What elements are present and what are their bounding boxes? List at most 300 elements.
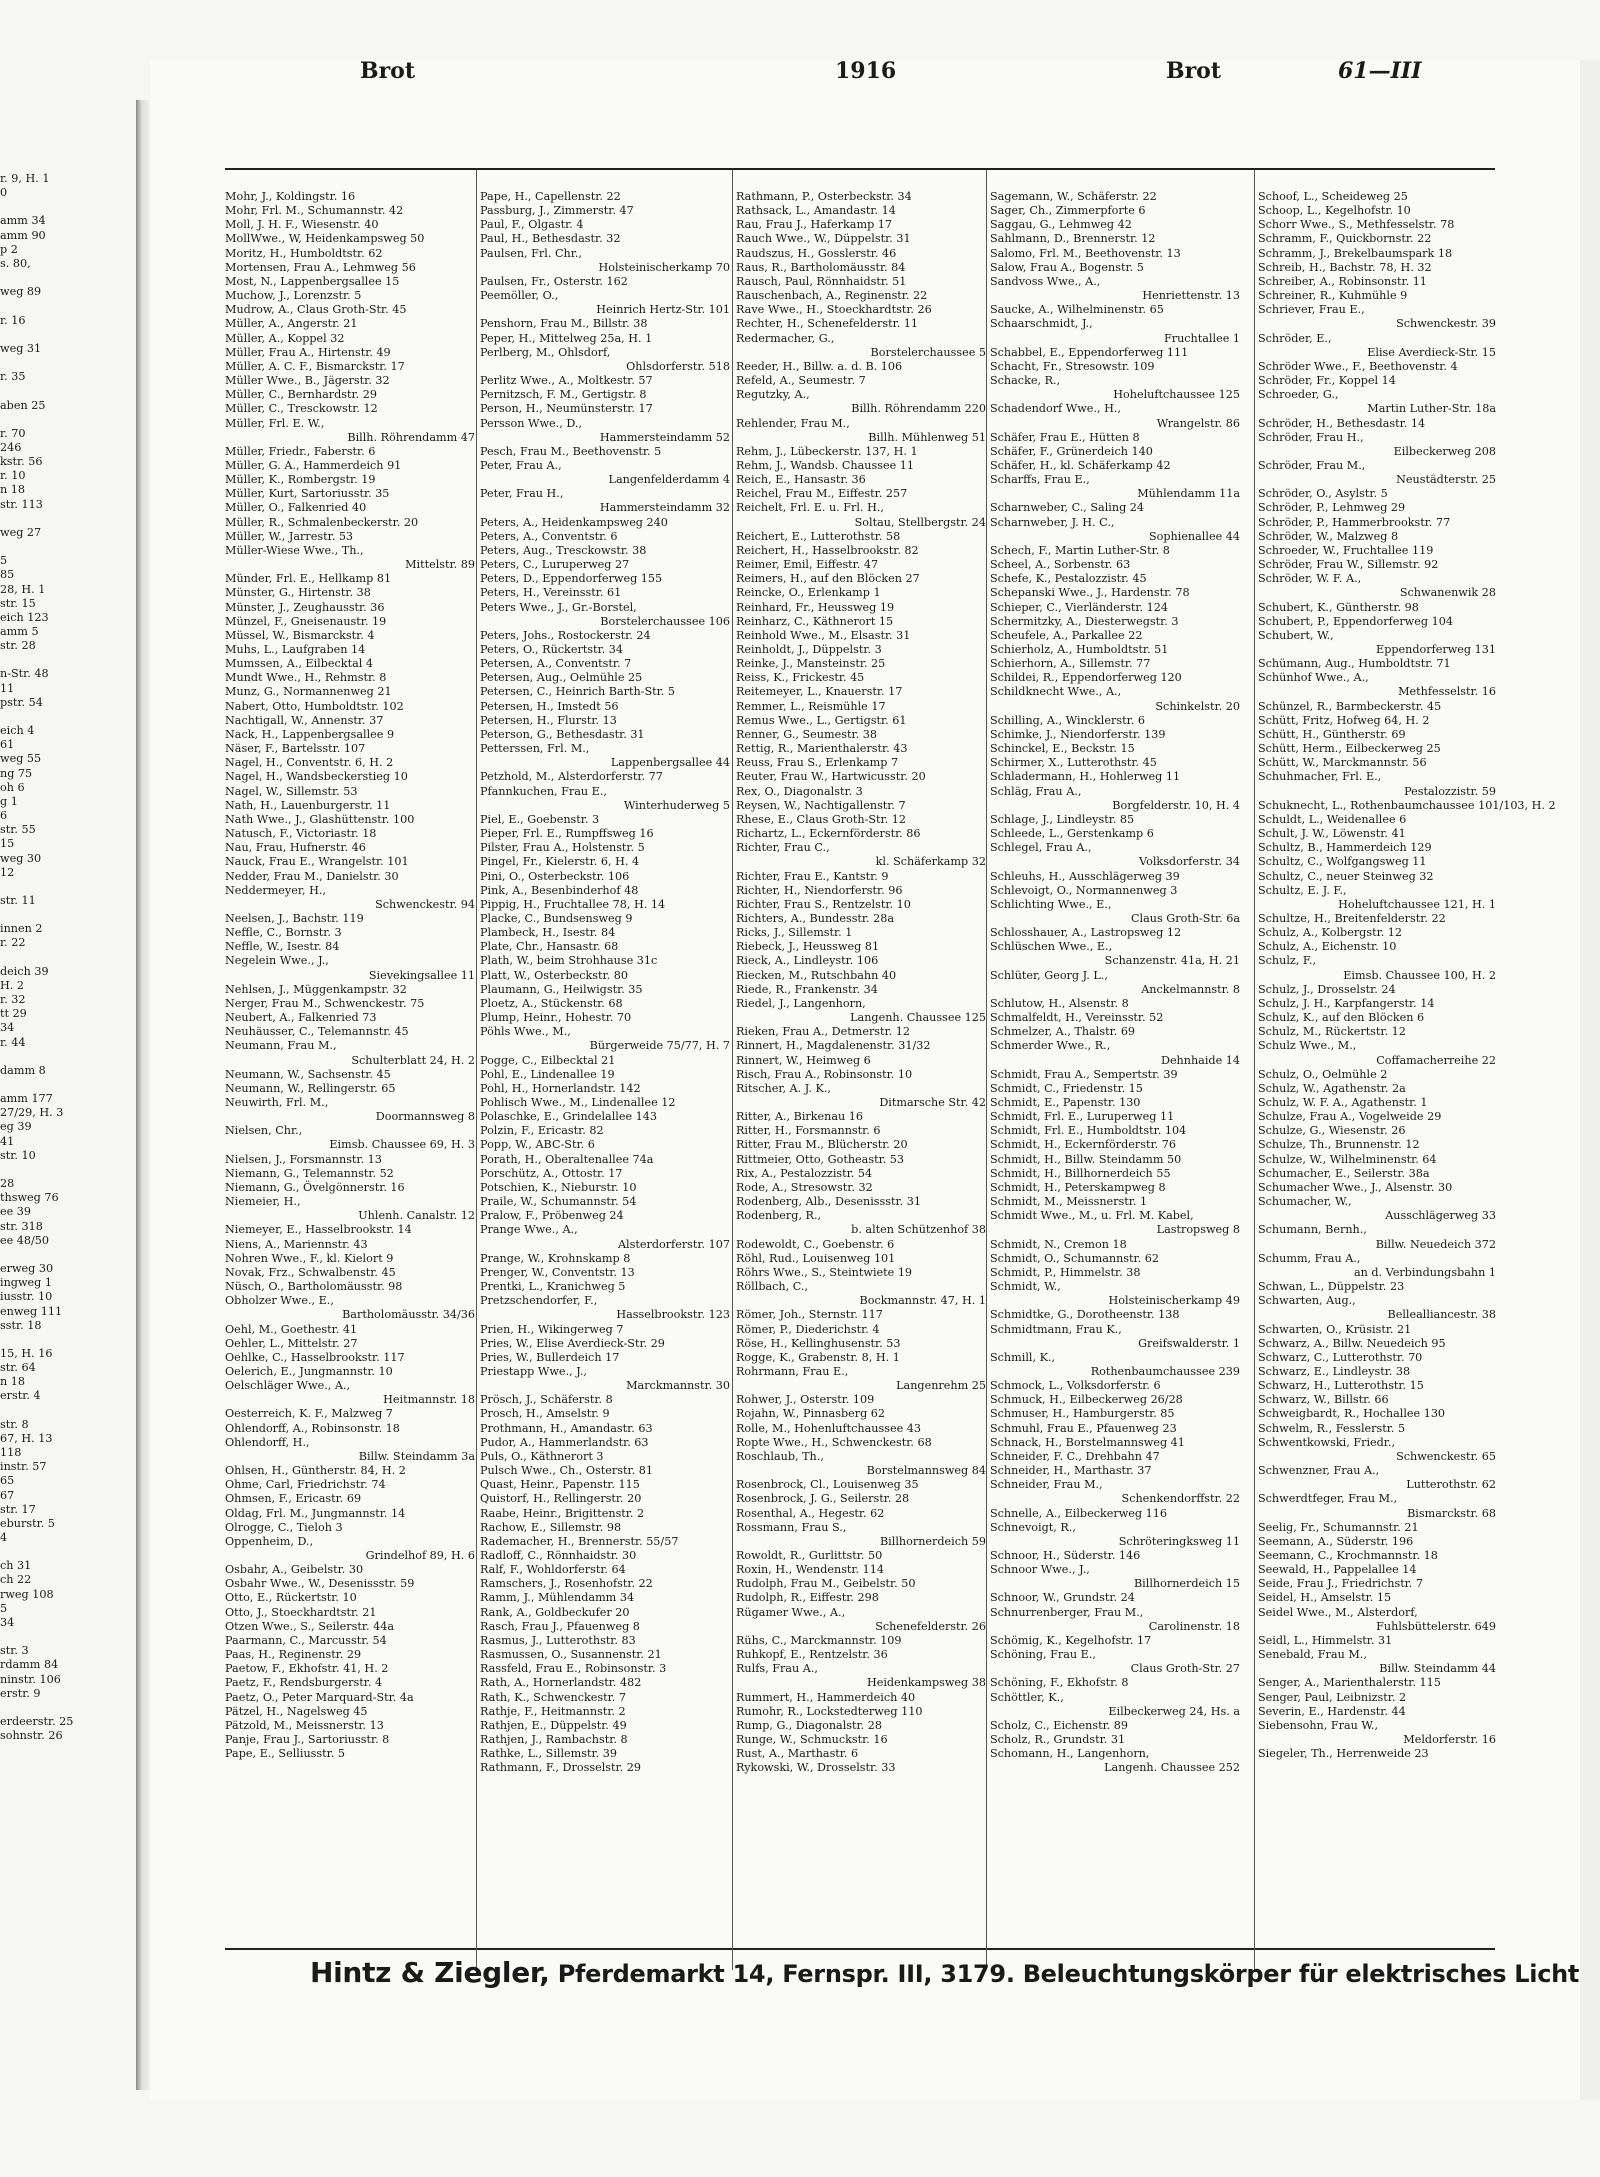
directory-entry: Schmuhl, Frau E., Pfauenweg 23 bbox=[990, 1421, 1177, 1435]
directory-entry: Peters, Johs., Rostockerstr. 24 bbox=[480, 628, 651, 642]
directory-entry: Nath Wwe., J., Glashüttenstr. 100 bbox=[225, 812, 415, 826]
directory-entry: Uhlenh. Canalstr. 12 bbox=[313, 1209, 475, 1223]
directory-entry: Sahlmann, D., Brennerstr. 12 bbox=[990, 232, 1156, 246]
directory-entry: Richter, Frau E., Kantstr. 9 bbox=[736, 869, 889, 883]
directory-entry: Prange, W., Krohnskamp 8 bbox=[480, 1251, 631, 1265]
directory-entry: Reuss, Frau S., Erlenkamp 7 bbox=[736, 756, 899, 770]
directory-entry: Osbahr, A., Geibelstr. 30 bbox=[225, 1563, 364, 1577]
directory-entry: Rumohr, R., Lockstedterweg 110 bbox=[736, 1704, 923, 1718]
directory-entry: Lastropsweg 8 bbox=[1111, 1223, 1240, 1237]
directory-entry: Otto, E., Rückertstr. 10 bbox=[225, 1591, 357, 1605]
directory-entry: Rühs, C., Marckmannstr. 109 bbox=[736, 1633, 902, 1647]
directory-entry: Müller, A., Koppel 32 bbox=[225, 331, 345, 345]
prev-page-fragment bbox=[0, 512, 135, 526]
directory-entry: Müller, A., Angerstr. 21 bbox=[225, 317, 358, 331]
directory-entry: Ruhkopf, E., Rentzelstr. 36 bbox=[736, 1648, 888, 1662]
directory-entry: Nath, H., Lauenburgerstr. 11 bbox=[225, 798, 391, 812]
directory-entry: Pernitzsch, F. M., Gertigstr. 8 bbox=[480, 388, 647, 402]
directory-entry: Schumacher Wwe., J., Alsenstr. 30 bbox=[1258, 1180, 1453, 1194]
directory-entry: Regutzky, A., bbox=[736, 388, 810, 402]
directory-entry: Schultze, H., Breitenfelderstr. 22 bbox=[1258, 911, 1446, 925]
directory-entry: Ritter, Frau M., Blücherstr. 20 bbox=[736, 1138, 908, 1152]
prev-page-fragment: p 2 bbox=[0, 242, 18, 256]
prev-page-fragment bbox=[0, 1333, 135, 1347]
prev-page-fragment: innen 2 bbox=[0, 922, 43, 936]
directory-entry: Schulze, Frau A., Vogelweide 29 bbox=[1258, 1110, 1442, 1124]
prev-page-fragment: sohnstr. 26 bbox=[0, 1729, 63, 1743]
directory-entry: Neumann, Frau M., bbox=[225, 1039, 337, 1053]
directory-entry: Paul, F., Olgastr. 4 bbox=[480, 218, 584, 232]
prev-page-fragment: amm 177 bbox=[0, 1092, 53, 1106]
prev-page-fragment bbox=[0, 1078, 135, 1092]
directory-entry: Röse, H., Kellinghusenstr. 53 bbox=[736, 1336, 901, 1350]
directory-entry: Schulz, O., Oelmühle 2 bbox=[1258, 1067, 1388, 1081]
directory-entry: Praile, W., Schumannstr. 54 bbox=[480, 1195, 637, 1209]
directory-entry: Rex, O., Diagonalstr. 3 bbox=[736, 784, 863, 798]
prev-page-fragment: erstr. 9 bbox=[0, 1686, 41, 1700]
directory-entry: Reimers, H., auf den Blöcken 27 bbox=[736, 572, 920, 586]
directory-entry: Oldag, Frl. M., Jungmannstr. 14 bbox=[225, 1506, 406, 1520]
directory-entry: Siebensohn, Frau W., bbox=[1258, 1718, 1379, 1732]
prev-page-fragment: enweg 111 bbox=[0, 1304, 63, 1318]
directory-entry: Refeld, A., Seumestr. 7 bbox=[736, 374, 866, 388]
directory-entry: Schwarten, Aug., bbox=[1258, 1294, 1356, 1308]
prev-page-fragment bbox=[0, 328, 135, 342]
directory-entry: Obholzer Wwe., E., bbox=[225, 1294, 334, 1308]
prev-page-fragment: 5 bbox=[0, 1601, 8, 1615]
directory-entry: Schlosshauer, A., Lastropsweg 12 bbox=[990, 926, 1182, 940]
prev-page-fragment: 0 bbox=[0, 186, 8, 200]
directory-entry: Rosenthal, A., Hegestr. 62 bbox=[736, 1506, 885, 1520]
directory-entry: Schröder, Frau M., bbox=[1258, 458, 1366, 472]
directory-entry: Schütt, W., Marckmannstr. 56 bbox=[1258, 756, 1427, 770]
directory-entry: Rudolph, Frau M., Geibelstr. 50 bbox=[736, 1577, 916, 1591]
directory-entry: Schläg, Frau A., bbox=[990, 784, 1082, 798]
directory-entry: Schneider, Frau M., bbox=[990, 1478, 1103, 1492]
directory-entry: Oehler, L., Mittelstr. 27 bbox=[225, 1336, 358, 1350]
prev-page-fragment: eich 4 bbox=[0, 724, 35, 738]
directory-entry: Riede, R., Frankenstr. 34 bbox=[736, 982, 878, 996]
directory-entry: Rittmeier, Otto, Gotheastr. 53 bbox=[736, 1152, 905, 1166]
directory-entry: Reeder, H., Billw. a. d. B. 106 bbox=[736, 359, 903, 373]
directory-entry: Anckelmannstr. 8 bbox=[1096, 982, 1240, 996]
prev-page-fragment: 246 bbox=[0, 440, 22, 454]
directory-entry: Schröder, H., Bethesdastr. 14 bbox=[1258, 416, 1426, 430]
directory-entry: Rausch, Paul, Rönnhaidstr. 51 bbox=[736, 274, 907, 288]
directory-entry: Rust, A., Marthastr. 6 bbox=[736, 1747, 859, 1761]
directory-entry: Borstelerchaussee 5 bbox=[825, 345, 986, 359]
directory-entry: Neumann, W., Sachsenstr. 45 bbox=[225, 1067, 391, 1081]
directory-entry: Polzin, F., Ericastr. 82 bbox=[480, 1124, 604, 1138]
directory-entry: Muhs, L., Laufgraben 14 bbox=[225, 643, 366, 656]
directory-entry: Bartholomäusstr. 34/36 bbox=[297, 1308, 475, 1322]
directory-entry: Riebeck, J., Heussweg 81 bbox=[736, 940, 880, 954]
directory-entry: Schoof, L., Scheideweg 25 bbox=[1258, 190, 1408, 203]
prev-page-fragment: r. 9, H. 1 bbox=[0, 172, 50, 185]
directory-entry: Reitemeyer, L., Knauerstr. 17 bbox=[736, 685, 903, 699]
prev-page-fragment bbox=[0, 653, 135, 667]
directory-entry: Schulze, Th., Brunnenstr. 12 bbox=[1258, 1138, 1420, 1152]
directory-entry: Schwenzner, Frau A., bbox=[1258, 1464, 1380, 1478]
directory-entry: Schmidtke, G., Dorotheenstr. 138 bbox=[990, 1308, 1180, 1322]
directory-entry: Rohrmann, Frau E., bbox=[736, 1364, 849, 1378]
column-divider bbox=[986, 170, 987, 1970]
directory-entry: Schwenckestr. 39 bbox=[1351, 317, 1496, 331]
directory-entry: Ricks, J., Sillemstr. 1 bbox=[736, 926, 853, 940]
directory-column-2 bbox=[480, 190, 730, 1960]
directory-entry: Hasselbrookstr. 123 bbox=[571, 1308, 730, 1322]
directory-entry: Pudor, A., Hammerlandstr. 63 bbox=[480, 1435, 649, 1449]
directory-entry: Schmidt, Frau A., Sempertstr. 39 bbox=[990, 1067, 1178, 1081]
prev-page-fragment: n 18 bbox=[0, 483, 25, 497]
prev-page-fragment: 85 bbox=[0, 568, 15, 582]
directory-entry: Neddermeyer, H., bbox=[225, 883, 326, 897]
directory-entry: Schinckel, E., Beckstr. 15 bbox=[990, 742, 1135, 756]
directory-entry: Schwanenwik 28 bbox=[1355, 586, 1496, 600]
directory-entry: Reich, E., Hansastr. 36 bbox=[736, 473, 866, 487]
directory-entry: Schulterblatt 24, H. 2 bbox=[306, 1053, 475, 1067]
directory-entry: Saucke, A., Wilhelminenstr. 65 bbox=[990, 303, 1164, 317]
directory-entry: Sagemann, W., Schäferstr. 22 bbox=[990, 190, 1157, 203]
directory-entry: Schulz, W., Agathenstr. 2a bbox=[1258, 1081, 1406, 1095]
directory-entry: Schmidt, C., Friedenstr. 15 bbox=[990, 1081, 1143, 1095]
directory-entry: Rummert, H., Hammerdeich 40 bbox=[736, 1690, 916, 1704]
directory-entry: Billh. Röhrendamm 220 bbox=[806, 402, 986, 416]
prev-page-fragment bbox=[0, 299, 135, 313]
directory-entry: Schröder, Fr., Koppel 14 bbox=[1258, 374, 1396, 388]
directory-entry: Pohlisch Wwe., M., Lindenallee 12 bbox=[480, 1096, 676, 1109]
directory-entry: Neuwirth, Frl. M., bbox=[225, 1096, 329, 1109]
directory-entry: Müller, C., Tresckowstr. 12 bbox=[225, 402, 378, 416]
directory-entry: Rossmann, Frau S., bbox=[736, 1520, 847, 1534]
prev-page-fragment: r. 10 bbox=[0, 469, 26, 483]
directory-entry: Richter, Frau S., Rentzelstr. 10 bbox=[736, 897, 911, 911]
page-edge bbox=[1580, 60, 1600, 2100]
directory-entry: Ritscher, A. J. K., bbox=[736, 1081, 831, 1095]
directory-entry: Mohr, J., Koldingstr. 16 bbox=[225, 190, 356, 203]
directory-entry: Holsteinischerkamp 70 bbox=[553, 260, 730, 274]
directory-entry: Niemann, G., Övelgönnerstr. 16 bbox=[225, 1180, 405, 1194]
header-right-title: Brot bbox=[1166, 58, 1222, 84]
directory-entry: Raudszus, H., Gosslerstr. 46 bbox=[736, 246, 897, 260]
directory-entry: Schmalfeldt, H., Vereinsstr. 52 bbox=[990, 1011, 1164, 1025]
directory-entry: Schacke, R., bbox=[990, 374, 1061, 388]
directory-entry: Schroeder, G., bbox=[1258, 388, 1339, 402]
directory-entry: Puls, O., Käthnerort 3 bbox=[480, 1449, 604, 1463]
prev-page-fragment: rdamm 84 bbox=[0, 1658, 59, 1672]
directory-entry: Rathje, F., Heitmannstr. 2 bbox=[480, 1704, 626, 1718]
directory-entry: Schnack, H., Borstelmannsweg 41 bbox=[990, 1435, 1185, 1449]
directory-entry: Rump, G., Diagonalstr. 28 bbox=[736, 1718, 882, 1732]
directory-entry: Remmer, L., Reismühle 17 bbox=[736, 699, 886, 713]
directory-entry: Pini, O., Osterbeckstr. 106 bbox=[480, 869, 630, 883]
directory-entry: Schmerder Wwe., R., bbox=[990, 1039, 1111, 1053]
directory-entry: Paetz, O., Peter Marquard-Str. 4a bbox=[225, 1690, 414, 1704]
prev-page-fragment bbox=[0, 200, 135, 214]
directory-entry: Schmidt, W., bbox=[990, 1280, 1061, 1294]
directory-entry: Schmock, L., Volksdorferstr. 6 bbox=[990, 1379, 1161, 1393]
directory-entry: Eilbeckerweg 24, Hs. a bbox=[1063, 1704, 1240, 1718]
prev-page-fragment bbox=[0, 271, 135, 285]
column-divider bbox=[476, 170, 477, 1970]
directory-entry: Billh. Röhrendamm 47 bbox=[302, 430, 475, 444]
directory-entry: Fruchtallee 1 bbox=[1119, 331, 1240, 345]
directory-entry: Persson Wwe., D., bbox=[480, 416, 583, 430]
prev-page-fragment: eich 123 bbox=[0, 610, 49, 624]
directory-entry: Schneider, F. C., Drehbahn 47 bbox=[990, 1449, 1160, 1463]
directory-entry: Schwarz, E., Lindleystr. 38 bbox=[1258, 1364, 1411, 1378]
directory-entry: Paulsen, Frl. Chr., bbox=[480, 246, 582, 260]
directory-entry: Henriettenstr. 13 bbox=[1097, 289, 1240, 303]
directory-entry: Schult, J. W., Löwenstr. 41 bbox=[1258, 827, 1406, 841]
prev-page-fragment: weg 55 bbox=[0, 752, 42, 766]
directory-entry: Reichert, E., Lutterothstr. 58 bbox=[736, 529, 901, 543]
directory-entry: Pohl, H., Hornerlandstr. 142 bbox=[480, 1081, 641, 1095]
directory-entry: Prenger, W., Conventstr. 13 bbox=[480, 1265, 635, 1279]
directory-entry: Schmuser, H., Hamburgerstr. 85 bbox=[990, 1407, 1175, 1421]
prev-page-fragment: weg 89 bbox=[0, 285, 42, 299]
directory-entry: Schramm, J., Brekelbaumspark 18 bbox=[1258, 246, 1453, 260]
directory-column-5 bbox=[1258, 190, 1556, 1960]
directory-entry: Müller Wwe., B., Jägerstr. 32 bbox=[225, 374, 390, 388]
directory-entry: Schnoor Wwe., J., bbox=[990, 1563, 1090, 1577]
directory-entry: Schünzel, R., Barmbeckerstr. 45 bbox=[1258, 699, 1442, 713]
directory-entry: Richter, H., Niendorferstr. 96 bbox=[736, 883, 903, 897]
directory-entry: Petersen, H., Flurstr. 13 bbox=[480, 713, 617, 727]
directory-entry: Coffamacherreihe 22 bbox=[1331, 1053, 1496, 1067]
directory-entry: Rolle, M., Hohenluftchaussee 43 bbox=[736, 1421, 921, 1435]
directory-entry: Schmidt, O., Schumannstr. 62 bbox=[990, 1251, 1160, 1265]
directory-entry: Schröder, Frau H., bbox=[1258, 430, 1364, 444]
prev-page-fragment: 65 bbox=[0, 1474, 15, 1488]
directory-entry: Schnoor, H., Süderstr. 146 bbox=[990, 1549, 1141, 1562]
directory-entry: Prange Wwe., A., bbox=[480, 1223, 578, 1237]
column-divider bbox=[1254, 170, 1255, 1970]
directory-entry: Schlage, J., Lindleystr. 85 bbox=[990, 812, 1135, 826]
directory-entry: Passburg, J., Zimmerstr. 47 bbox=[480, 204, 634, 218]
prev-page-fragment: ee 48/50 bbox=[0, 1233, 50, 1247]
directory-entry: Müller, Frau A., Hirtenstr. 49 bbox=[225, 345, 391, 359]
directory-entry: Schulz, W. F. A., Agathenstr. 1 bbox=[1258, 1096, 1428, 1109]
prev-page-fragment bbox=[0, 1630, 135, 1644]
directory-entry: Langenh. Chaussee 252 bbox=[1059, 1761, 1240, 1775]
directory-entry: Nerger, Frau M., Schwenckestr. 75 bbox=[225, 996, 425, 1010]
directory-entry: Rinnert, W., Heimweg 6 bbox=[736, 1053, 871, 1067]
directory-entry: Schmidt Wwe., M., u. Frl. M. Kabel, bbox=[990, 1209, 1194, 1223]
directory-entry: Müller, K., Rombergstr. 19 bbox=[225, 473, 376, 487]
directory-entry: Ritter, A., Birkenau 16 bbox=[736, 1110, 864, 1124]
directory-entry: Reiss, K., Frickestr. 45 bbox=[736, 671, 865, 685]
directory-entry: Römer, P., Diederichstr. 4 bbox=[736, 1322, 880, 1336]
directory-entry: Schreib, H., Bachstr. 78, H. 32 bbox=[1258, 260, 1432, 274]
directory-entry: Schumacher, E., Seilerstr. 38a bbox=[1258, 1166, 1430, 1180]
directory-entry: Eilbeckerweg 208 bbox=[1348, 444, 1496, 458]
directory-entry: Ohme, Carl, Friedrichstr. 74 bbox=[225, 1478, 386, 1492]
prev-page-fragment: amm 34 bbox=[0, 214, 46, 228]
directory-entry: Plate, Chr., Hansastr. 68 bbox=[480, 940, 619, 954]
directory-entry: Schmidt, H., Billhornerdeich 55 bbox=[990, 1166, 1171, 1180]
directory-entry: Meldorferstr. 16 bbox=[1358, 1733, 1496, 1747]
directory-entry: Ralf, F., Wohldorferstr. 64 bbox=[480, 1563, 626, 1577]
directory-entry: Schultz, B., Hammerdeich 129 bbox=[1258, 841, 1432, 855]
directory-entry: Schroeder, W., Fruchtallee 119 bbox=[1258, 543, 1434, 557]
directory-entry: Pätzold, M., Meissnerstr. 13 bbox=[225, 1718, 384, 1732]
prev-page-fragment: 5 bbox=[0, 554, 8, 568]
prev-page-fragment: instr. 57 bbox=[0, 1460, 47, 1474]
directory-entry: Rothenbaumchaussee 239 bbox=[1045, 1364, 1240, 1378]
directory-entry: Schlüter, Georg J. L., bbox=[990, 968, 1108, 982]
directory-entry: Peters, O., Rückertstr. 34 bbox=[480, 643, 623, 656]
directory-entry: Petersen, A., Conventstr. 7 bbox=[480, 657, 632, 671]
directory-entry: Ohlsen, H., Güntherstr. 84, H. 2 bbox=[225, 1464, 406, 1478]
directory-entry: Carolinenstr. 18 bbox=[1104, 1619, 1240, 1633]
directory-entry: Platt, W., Osterbeckstr. 80 bbox=[480, 968, 628, 982]
directory-entry: Grindelhof 89, H. 6 bbox=[320, 1549, 475, 1562]
directory-entry: Schütt, Herm., Eilbeckerweg 25 bbox=[1258, 742, 1441, 756]
directory-entry: Schmidtmann, Frau K., bbox=[990, 1322, 1122, 1336]
directory-entry: Schefe, K., Pestalozzistr. 45 bbox=[990, 572, 1147, 586]
directory-entry: Schumann, Bernh., bbox=[1258, 1223, 1367, 1237]
directory-entry: Reichel, Frau M., Eiffestr. 257 bbox=[736, 487, 908, 501]
prev-page-fragment: weg 31 bbox=[0, 341, 42, 355]
directory-entry: Reinhold Wwe., M., Elsastr. 31 bbox=[736, 628, 911, 642]
directory-entry: Porschütz, A., Ottostr. 17 bbox=[480, 1166, 623, 1180]
prev-page-fragment: s. 80, bbox=[0, 256, 31, 270]
directory-entry: Neffle, W., Isestr. 84 bbox=[225, 940, 340, 954]
directory-entry: Ohlsdorferstr. 518 bbox=[581, 359, 730, 373]
directory-entry: Bellealliancestr. 38 bbox=[1342, 1308, 1496, 1322]
directory-entry: Lutterothstr. 62 bbox=[1361, 1478, 1496, 1492]
directory-entry: Mundt Wwe., H., Rehmstr. 8 bbox=[225, 671, 387, 685]
prev-page-fragment: ch 31 bbox=[0, 1559, 32, 1573]
prev-page-fragment: 34 bbox=[0, 1021, 15, 1035]
directory-entry: Oehl, M., Goethestr. 41 bbox=[225, 1322, 358, 1336]
directory-entry: Langenfelderdamm 4 bbox=[563, 473, 730, 487]
directory-entry: Müller, A. C. F., Bismarckstr. 17 bbox=[225, 359, 405, 373]
directory-entry: Schenkendorffstr. 22 bbox=[1076, 1492, 1240, 1506]
directory-entry: Nielsen, Chr., bbox=[225, 1124, 303, 1138]
prev-page-fragment bbox=[0, 1545, 135, 1559]
prev-page-fragment: str. 8 bbox=[0, 1417, 29, 1431]
prev-page-fragment: 34 bbox=[0, 1615, 15, 1629]
directory-entry: Rath, K., Schwenckestr. 7 bbox=[480, 1690, 626, 1704]
directory-entry: Senger, A., Marienthalerstr. 115 bbox=[1258, 1676, 1441, 1690]
directory-entry: Potschien, K., Nieburstr. 10 bbox=[480, 1180, 637, 1194]
directory-entry: Radloff, C., Rönnhaidstr. 30 bbox=[480, 1549, 637, 1562]
directory-entry: Pingel, Fr., Kielerstr. 6, H. 4 bbox=[480, 855, 640, 869]
directory-entry: Richter, Frau C., bbox=[736, 841, 830, 855]
prev-page-fragment: ch 22 bbox=[0, 1573, 32, 1587]
prev-page-fragment: n-Str. 48 bbox=[0, 667, 49, 681]
directory-entry: Pralow, F., Pröbenweg 24 bbox=[480, 1209, 624, 1223]
directory-entry: Hoheluftchaussee 121, H. 1 bbox=[1293, 897, 1496, 911]
directory-entry: Sophienallee 44 bbox=[1104, 529, 1240, 543]
directory-entry: Rojahn, W., Pinnasberg 62 bbox=[736, 1407, 886, 1421]
directory-entry: Reimer, Emil, Eiffestr. 47 bbox=[736, 558, 879, 572]
directory-entry: Schmidt, Frl. E., Luruperweg 11 bbox=[990, 1110, 1175, 1124]
directory-entry: Müller, R., Schmalenbeckerstr. 20 bbox=[225, 515, 419, 529]
prev-page-fragment: ingweg 1 bbox=[0, 1276, 52, 1290]
directory-entry: Pätzel, H., Nagelsweg 45 bbox=[225, 1704, 368, 1718]
directory-entry: Müller-Wiese Wwe., Th., bbox=[225, 543, 364, 557]
directory-entry: Schnurrenberger, Frau M., bbox=[990, 1605, 1144, 1619]
prev-page-fragment: r. 35 bbox=[0, 370, 26, 384]
directory-entry: Schoop, L., Kegelhofstr. 10 bbox=[1258, 204, 1411, 218]
directory-entry: Seewald, H., Pappelallee 14 bbox=[1258, 1563, 1417, 1577]
directory-entry: Mumssen, A., Eilbecktal 4 bbox=[225, 657, 374, 671]
directory-entry: Münzel, F., Gneisenaustr. 19 bbox=[225, 614, 387, 628]
directory-entry: Schenefelderstr. 26 bbox=[830, 1619, 986, 1633]
directory-entry: Niens, A., Mariennstr. 43 bbox=[225, 1237, 368, 1251]
directory-entry: Rave Wwe., H., Stoeckhardtstr. 26 bbox=[736, 303, 932, 317]
directory-entry: Borstelerchaussee 106 bbox=[555, 614, 730, 628]
directory-entry: Ohmsen, F., Ericastr. 69 bbox=[225, 1492, 362, 1506]
directory-entry: Rasmus, J., Lutterothstr. 83 bbox=[480, 1633, 636, 1647]
directory-entry: Rathjen, E., Düppelstr. 49 bbox=[480, 1718, 627, 1732]
directory-entry: Rodenberg, Alb., Desenissstr. 31 bbox=[736, 1195, 921, 1209]
directory-entry: Schmidt, N., Cremon 18 bbox=[990, 1237, 1127, 1251]
directory-entry: Elise Averdieck-Str. 15 bbox=[1322, 345, 1496, 359]
directory-entry: Rulfs, Frau A., bbox=[736, 1662, 818, 1676]
directory-entry: Röhrs Wwe., S., Steintwiete 19 bbox=[736, 1265, 913, 1279]
directory-entry: Otzen Wwe., S., Seilerstr. 44a bbox=[225, 1619, 395, 1633]
directory-entry: Schech, F., Martin Luther-Str. 8 bbox=[990, 543, 1170, 557]
directory-entry: Ramschers, J., Rosenhofstr. 22 bbox=[480, 1577, 653, 1591]
directory-entry: Schabbel, E., Eppendorferweg 111 bbox=[990, 345, 1189, 359]
directory-entry: Rohwer, J., Osterstr. 109 bbox=[736, 1393, 875, 1407]
directory-entry: Hoheluftchaussee 125 bbox=[1068, 388, 1240, 402]
directory-entry: Rehlender, Frau M., bbox=[736, 416, 850, 430]
directory-entry: Nauck, Frau E., Wrangelstr. 101 bbox=[225, 855, 409, 869]
directory-entry: Schreiner, R., Kuhmühle 9 bbox=[1258, 289, 1408, 303]
directory-entry: Niemeier, H., bbox=[225, 1195, 301, 1209]
prev-page-fragment: rweg 108 bbox=[0, 1587, 54, 1601]
directory-entry: Reincke, O., Erlenkamp 1 bbox=[736, 586, 881, 600]
prev-page-fragment: str. 15 bbox=[0, 596, 36, 610]
directory-entry: Seidel, H., Amselstr. 15 bbox=[1258, 1591, 1392, 1605]
prev-page-fragment bbox=[0, 356, 135, 370]
directory-entry: Pestalozzistr. 59 bbox=[1359, 784, 1496, 798]
directory-entry: Rieken, Frau A., Detmerstr. 12 bbox=[736, 1025, 910, 1039]
header-year: 1916 bbox=[835, 58, 897, 84]
directory-entry: Schorr Wwe., S., Methfesselstr. 78 bbox=[1258, 218, 1455, 232]
directory-entry: Seemann, A., Süderstr. 196 bbox=[1258, 1534, 1414, 1548]
directory-entry: Peters Wwe., J., Gr.-Borstel, bbox=[480, 600, 637, 614]
directory-entry: Oehlke, C., Hasselbrookstr. 117 bbox=[225, 1350, 405, 1364]
directory-entry: Prien, H., Wikingerweg 7 bbox=[480, 1322, 624, 1336]
directory-entry: Richartz, L., Eckernförderstr. 86 bbox=[736, 827, 921, 841]
directory-entry: Petersen, Aug., Oelmühle 25 bbox=[480, 671, 643, 685]
directory-entry: Schnoor, W., Grundstr. 24 bbox=[990, 1591, 1135, 1605]
directory-entry: Schmidt, M., Meissnerstr. 1 bbox=[990, 1195, 1148, 1209]
directory-entry: Schuldt, L., Weidenallee 6 bbox=[1258, 812, 1407, 826]
prev-page-fragment: 4 bbox=[0, 1531, 8, 1544]
directory-entry: Müller, Friedr., Faberstr. 6 bbox=[225, 444, 376, 458]
directory-entry: Näser, F., Bartelsstr. 107 bbox=[225, 742, 366, 756]
directory-entry: Rauschenbach, A., Reginenstr. 22 bbox=[736, 289, 928, 303]
directory-entry: Rode, A., Stresowstr. 32 bbox=[736, 1180, 873, 1194]
directory-entry: Perlitz Wwe., A., Moltkestr. 57 bbox=[480, 374, 653, 388]
directory-entry: Schwan, L., Düppelstr. 23 bbox=[1258, 1280, 1405, 1294]
directory-entry: Reinke, J., Mansteinstr. 25 bbox=[736, 657, 886, 671]
directory-entry: Heidenkampsweg 38 bbox=[822, 1676, 986, 1690]
directory-entry: Römer, Joh., Sternstr. 117 bbox=[736, 1308, 883, 1322]
directory-entry: Schimke, J., Niendorferstr. 139 bbox=[990, 727, 1166, 741]
directory-entry: Soltau, Stellbergstr. 24 bbox=[809, 515, 986, 529]
directory-entry: Schmidt, H., Billw. Steindamm 50 bbox=[990, 1152, 1182, 1166]
directory-entry: Schlüschen Wwe., E., bbox=[990, 940, 1113, 954]
directory-entry: Nack, H., Lappenbergsallee 9 bbox=[225, 727, 395, 741]
